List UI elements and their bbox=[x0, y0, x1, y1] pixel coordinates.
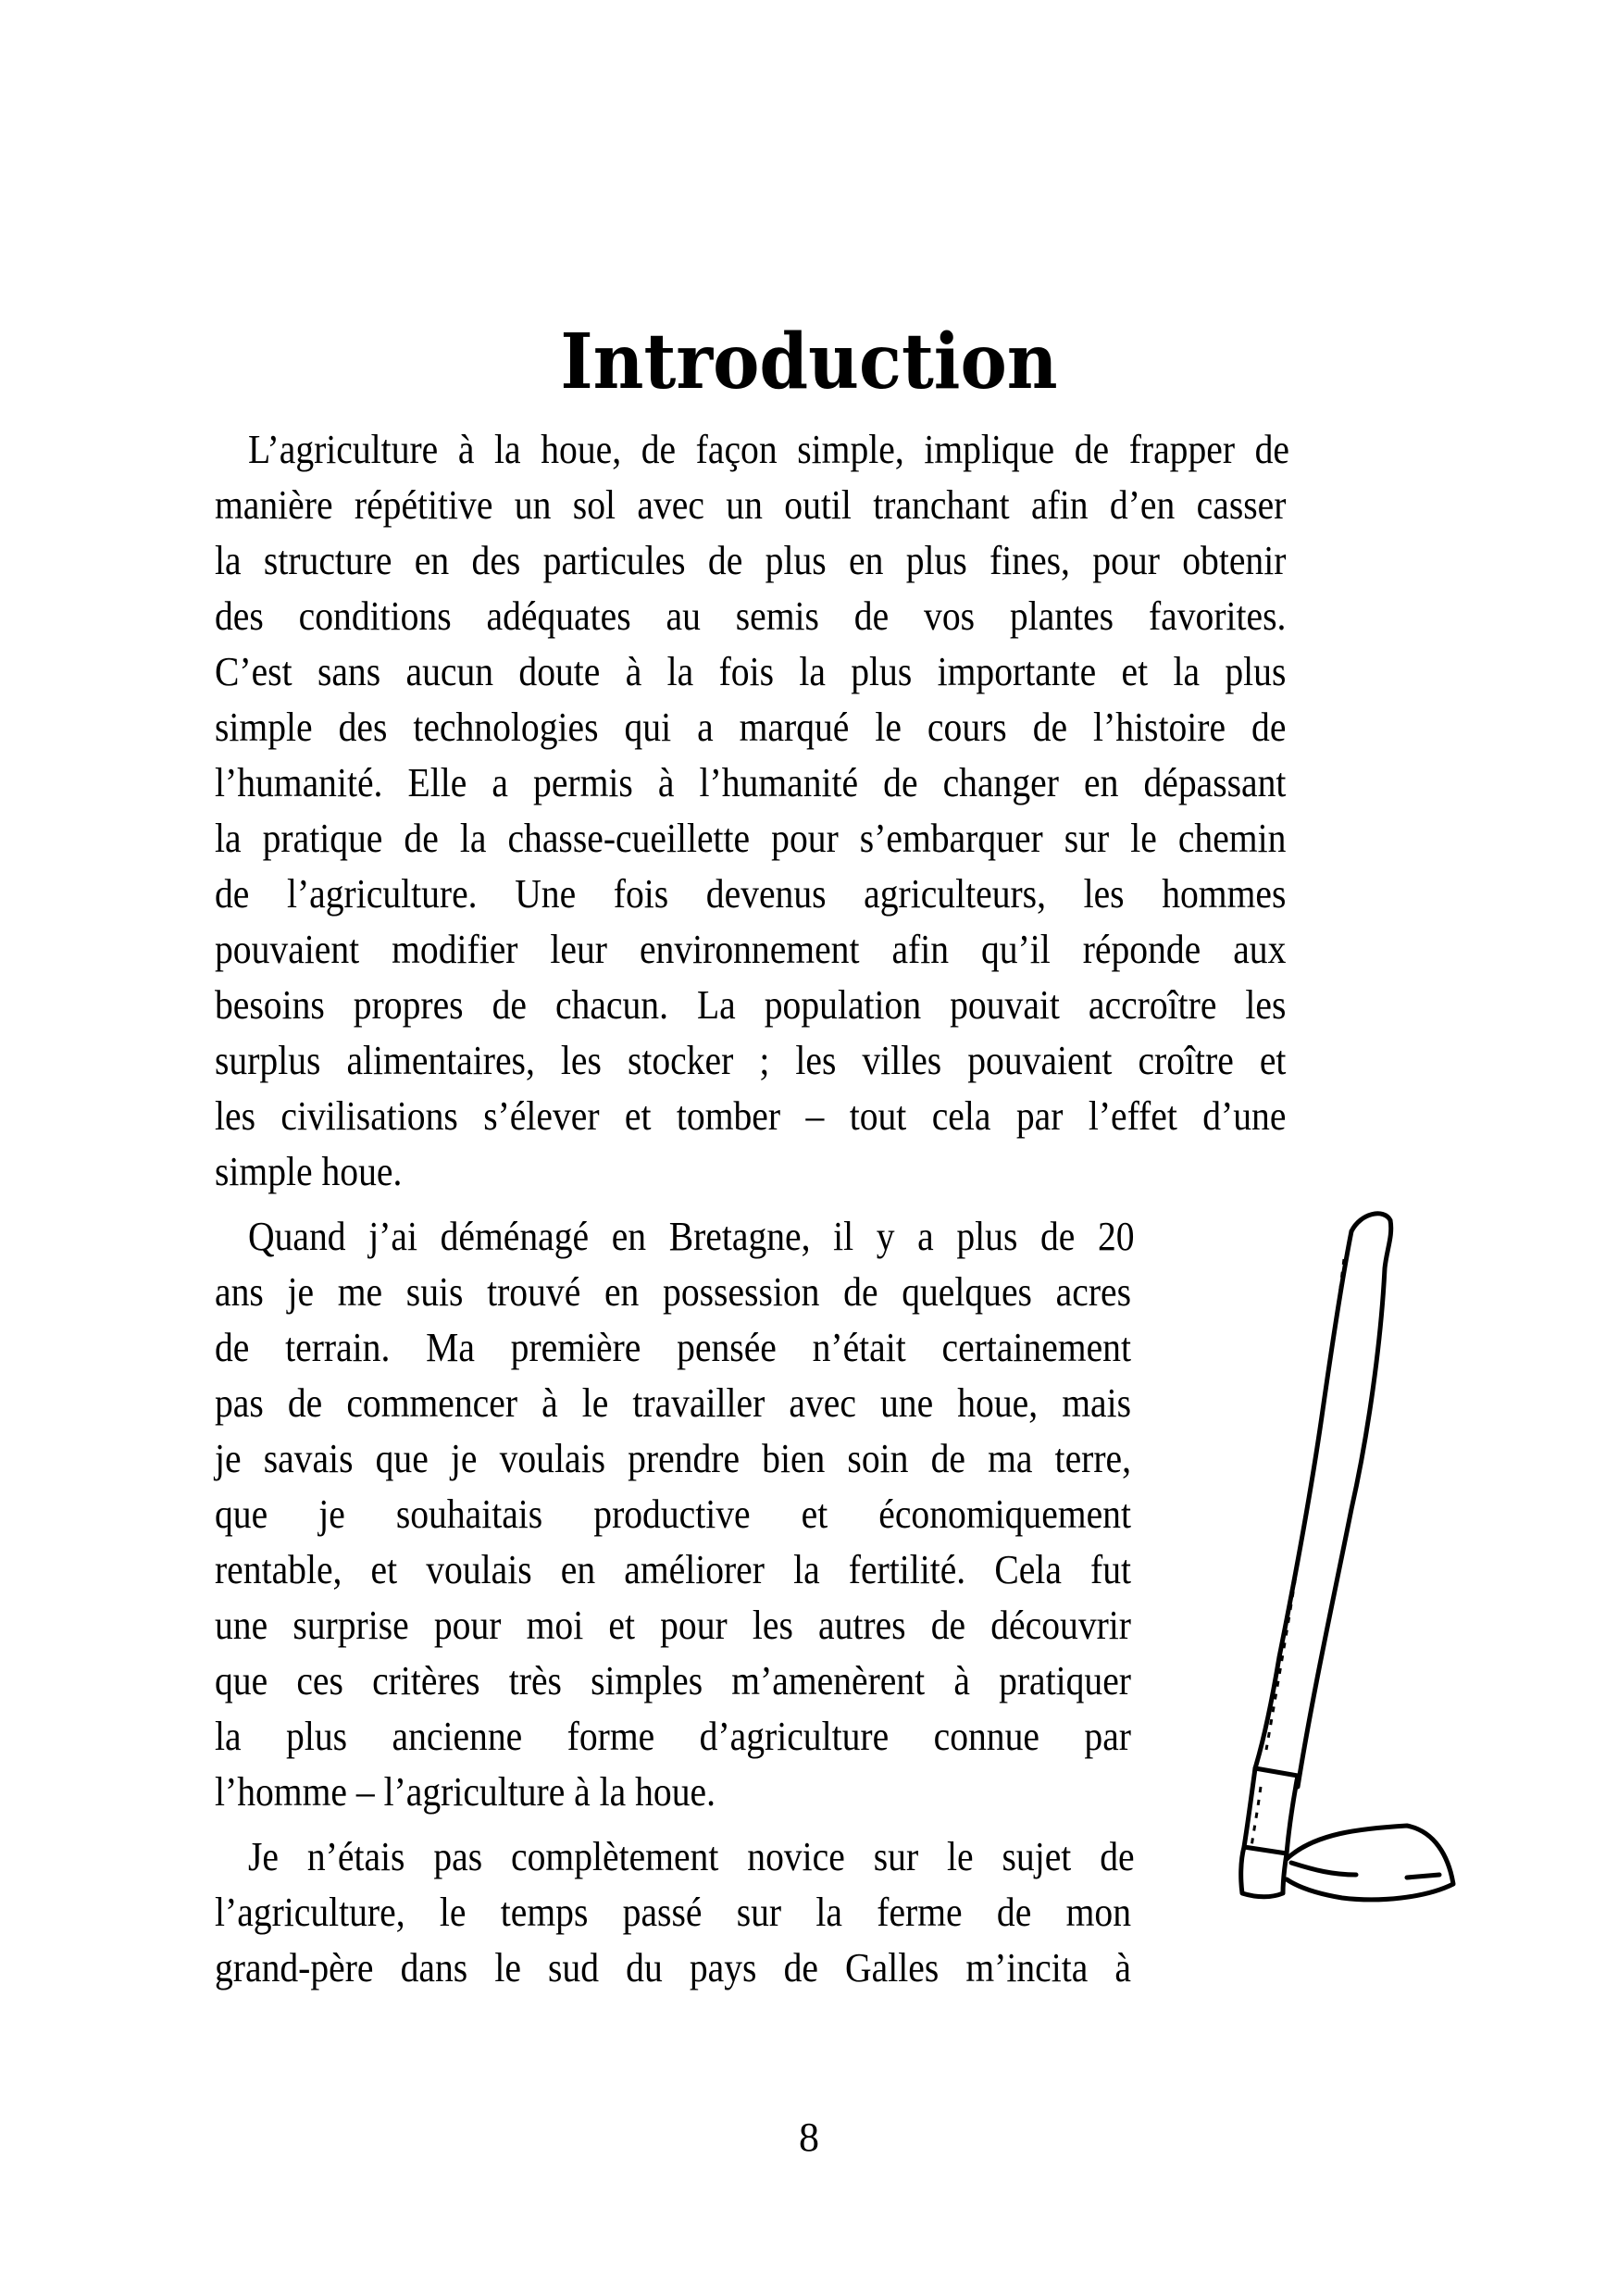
text-line: Quand j’ai déménagé en Bretagne, il y a plus de 20 bbox=[248, 1214, 1135, 1259]
text-line: la structure en des particules de plus en plus fines, pour obtenir bbox=[215, 538, 1287, 583]
text-line: que ces critères très simples m’amenèrent à pratiquer bbox=[215, 1658, 1131, 1703]
text-line: pouvaient modifier leur environnement afin qu’il réponde aux bbox=[215, 927, 1287, 972]
text-line: que je souhaitais productive et économiquement bbox=[215, 1491, 1131, 1537]
text-line: besoins propres de chacun. La population pouvait accroître les bbox=[215, 982, 1287, 1028]
text-line: la pratique de la chasse-cueillette pour s’embarquer sur le chemin bbox=[215, 816, 1287, 861]
text-line: de terrain. Ma première pensée n’était certainement bbox=[215, 1325, 1131, 1370]
text-line: rentable, et voulais en améliorer la fertilité. Cela fut bbox=[215, 1547, 1131, 1592]
text-line: simple des technologies qui a marqué le cours de l’histoire de bbox=[215, 705, 1287, 750]
text-line: des conditions adéquates au semis de vos plantes favorites. bbox=[215, 593, 1287, 639]
text-line: l’agriculture, le temps passé sur la ferme de mon bbox=[215, 1890, 1131, 1935]
text-line: les civilisations s’élever et tomber – tout cela par l’effet d’une bbox=[215, 1093, 1287, 1139]
text-line: je savais que je voulais prendre bien soin de ma terre, bbox=[215, 1436, 1131, 1481]
text-line: simple houe. bbox=[215, 1149, 403, 1194]
text-line: une surprise pour moi et pour les autres de découvrir bbox=[215, 1603, 1131, 1648]
text-line: Je n’étais pas complètement novice sur le sujet de bbox=[248, 1834, 1135, 1879]
text-line: l’homme – l’agriculture à la houe. bbox=[215, 1769, 716, 1815]
page-number: 8 bbox=[799, 2115, 819, 2160]
text-line: la plus ancienne forme d’agriculture connue par bbox=[215, 1714, 1131, 1759]
text-line: l’humanité. Elle a permis à l’humanité de changer en dépassant bbox=[215, 760, 1287, 805]
text-line: grand-père dans le sud du pays de Galles m’incita à bbox=[215, 1945, 1131, 1990]
text-line: manière répétitive un sol avec un outil tranchant afin d’en casser bbox=[215, 482, 1287, 528]
page-title: Introduction bbox=[560, 317, 1058, 406]
text-line: de l’agriculture. Une fois devenus agriculteurs, les hommes bbox=[215, 871, 1287, 917]
text-line: surplus alimentaires, les stocker ; les villes pouvaient croître et bbox=[215, 1038, 1287, 1083]
text-line: ans je me suis trouvé en possession de quelques acres bbox=[215, 1269, 1131, 1315]
text-line: pas de commencer à le travailler avec une houe, mais bbox=[215, 1380, 1131, 1426]
text-line: C’est sans aucun doute à la fois la plus importante et la plus bbox=[215, 649, 1287, 694]
text-line: L’agriculture à la houe, de façon simple, implique de frapper de bbox=[248, 427, 1289, 472]
hoe-icon bbox=[1213, 1194, 1518, 1935]
